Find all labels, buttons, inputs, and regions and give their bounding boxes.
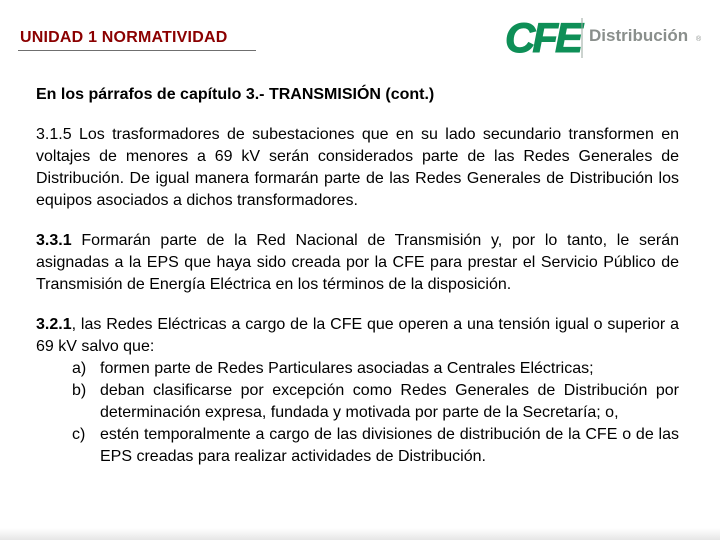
footer-shade: [0, 528, 720, 540]
paragraph-number: 3.2.1: [36, 316, 72, 333]
distribucion-text: Distribución: [589, 26, 689, 45]
section-subtitle: En los párrafos de capítulo 3.- TRANSMISIÓN (cont.): [36, 86, 435, 103]
paragraph-number: 3.1.5: [36, 126, 72, 143]
cfe-brand-text: CFE: [505, 14, 580, 60]
registered-mark: ®: [696, 36, 702, 43]
page-title: UNIDAD 1 NORMATIVIDAD: [20, 29, 228, 46]
paragraph-text: , las Redes Eléctricas a cargo de la CFE que operen a una tensión igual o superior a 69 kV salvo que:: [36, 316, 679, 355]
title-underline: [18, 50, 256, 51]
list-marker: b): [72, 382, 87, 399]
paragraph-text: Los trasformadores de subestaciones que en su lado secundario transformen en voltajes de menores a 69 kV serán considerados parte de las Redes Generales de Distribución. De igual manera formarán parte de las Redes Generales de Distribución los equipos asociados a dichos transformadores.: [36, 126, 679, 209]
list-item-text: deban clasificarse por excepción como Redes Generales de Distribución por determinación expresa, fundada y motivada por parte de la Secretaría; o,: [100, 382, 679, 421]
list-item: [36, 358, 679, 380]
exceptions-list: [36, 358, 679, 468]
paragraph-3-3-1: [36, 230, 679, 296]
list-marker: a): [72, 360, 87, 377]
cfe-logo-mark: [505, 14, 585, 60]
cfe-distribucion-logo: [505, 14, 705, 60]
list-item-text: estén temporalmente a cargo de las divisiones de distribución de la CFE o de las EPS creadas para realizar actividades de Distribución.: [100, 426, 679, 465]
paragraph-3-1-5: [36, 124, 679, 212]
paragraph-3-2-1: [36, 314, 679, 358]
list-marker: c): [72, 426, 86, 443]
list-item-text: formen parte de Redes Particulares asociadas a Centrales Eléctricas;: [100, 360, 594, 377]
list-item: [36, 424, 679, 468]
paragraph-number: 3.3.1: [36, 232, 72, 249]
document-body: [36, 84, 679, 468]
paragraph-text: Formarán parte de la Red Nacional de Transmisión y, por lo tanto, le serán asignadas a la EPS que haya sido creada por la CFE para prestar el Servicio Público de Transmisión de Energía Eléctrica en los términos de la disposición.: [36, 232, 679, 293]
list-item: [36, 380, 679, 424]
